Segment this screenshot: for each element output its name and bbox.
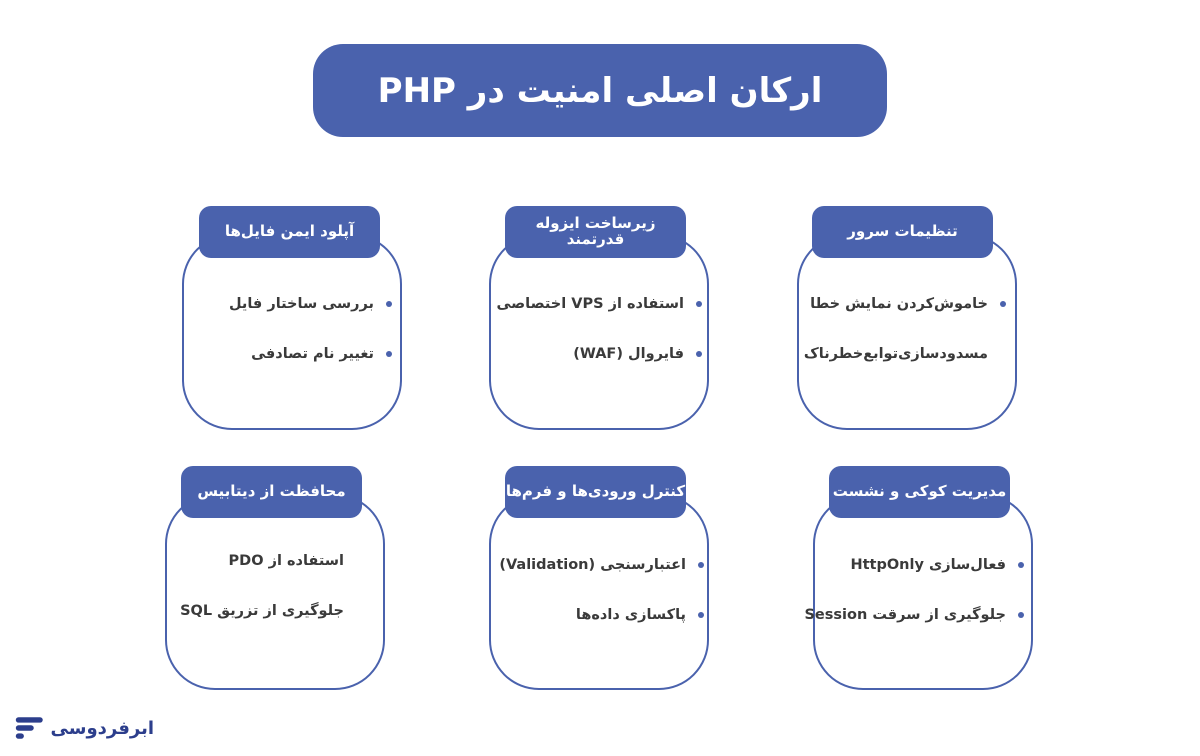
list-item: فایروال (WAF)	[496, 329, 702, 379]
list-item: فعال‌سازی HttpOnly	[804, 540, 1024, 590]
title-banner	[313, 44, 887, 137]
card-label-input-control: کنترل ورودی‌ها و فرم‌ها	[505, 466, 686, 518]
list-item: استفاده از VPS اختصاصی	[496, 279, 702, 329]
card-items-cookie-session	[804, 540, 1024, 640]
bullet-icon	[696, 351, 702, 357]
bullet-icon	[698, 562, 704, 568]
card-items-input-control	[499, 540, 704, 640]
bullet-icon	[696, 301, 702, 307]
card-label-database-protection: محافظت از دیتابیس	[181, 466, 362, 518]
list-item: اعتبارسنجی (Validation)	[499, 540, 704, 590]
list-item: خاموش‌کردن نمایش خطا	[804, 279, 1006, 329]
page-title: ارکان اصلی امنیت در PHP	[377, 70, 823, 111]
card-label-server-settings: تنظیمات سرور	[812, 206, 993, 258]
card-items-database-protection	[180, 536, 362, 636]
card-items-secure-upload	[229, 279, 392, 379]
bullet-icon	[1000, 301, 1006, 307]
list-item: تغییر نام تصادفی	[229, 329, 392, 379]
card-label-cookie-session: مدیریت کوکی و نشست	[829, 466, 1010, 518]
list-item: مسدودسازی‌توابع‌خطرناک	[803, 346, 988, 362]
brand-logo	[14, 708, 154, 748]
list-item: جلوگیری از سرقت Session	[804, 590, 1024, 640]
list-item: بررسی ساختار فایل	[229, 279, 392, 329]
card-items-server-settings	[804, 279, 1006, 379]
bullet-icon	[698, 612, 704, 618]
brand-name: ابرفردوسی	[50, 717, 154, 739]
list-item: جلوگیری از تزریق SQL	[180, 603, 344, 619]
bullet-icon	[1018, 612, 1024, 618]
bullet-icon	[386, 301, 392, 307]
list-item: استفاده از PDO	[228, 553, 344, 569]
card-items-isolated-infrastructure	[496, 279, 702, 379]
list-item: پاکسازی داده‌ها	[499, 590, 704, 640]
bullet-icon	[1018, 562, 1024, 568]
card-label-isolated-infrastructure: زیرساخت ایزوله قدرتمند	[505, 206, 686, 258]
card-label-secure-upload: آپلود ایمن فایل‌ها	[199, 206, 380, 258]
brand-lines-icon	[14, 713, 45, 743]
bullet-icon	[386, 351, 392, 357]
